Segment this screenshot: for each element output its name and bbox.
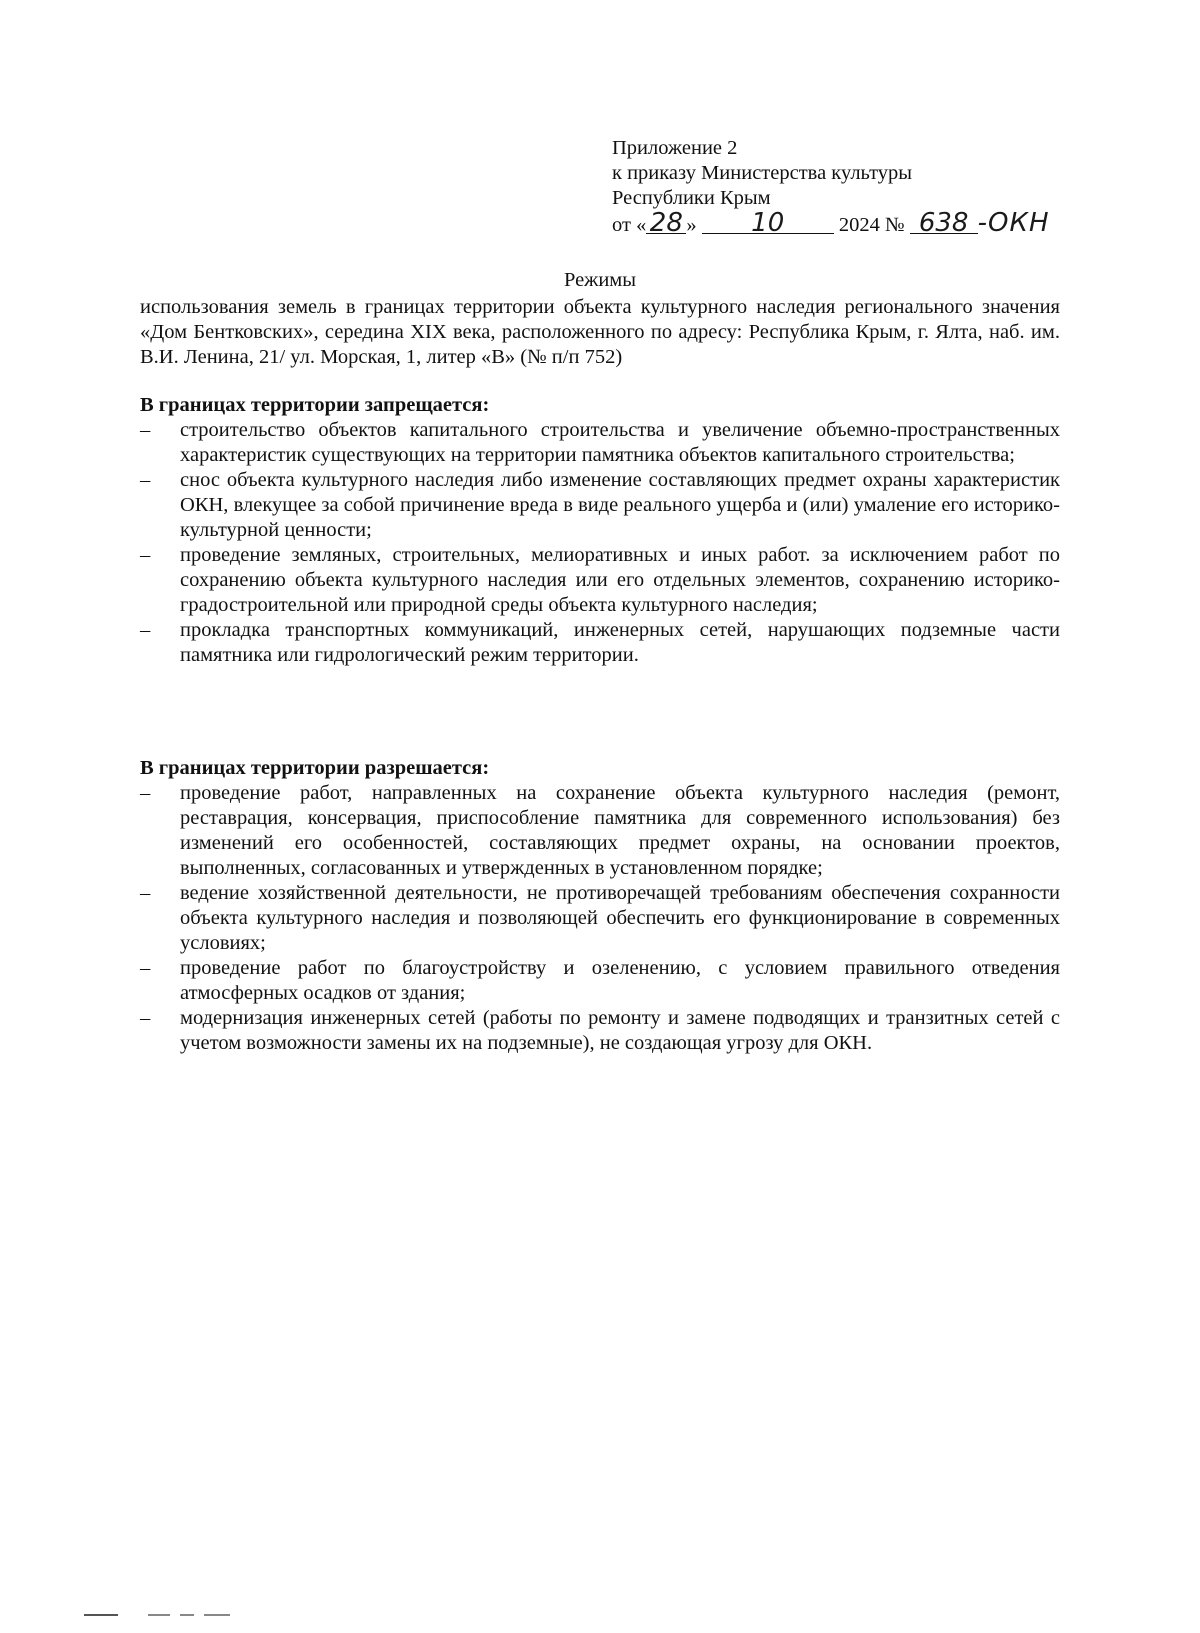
- permitted-item-text: модернизация инженерных сетей (работы по ремонту и замене подводящих и транзитных сетей с учетом возможности замены их на подземные), не создающая угрозу для ОКН.: [180, 1007, 1060, 1054]
- prohibited-heading: В границах территории запрещается:: [140, 394, 490, 416]
- permitted-section: [140, 756, 1060, 1056]
- footer-scan-marks: [84, 1612, 254, 1618]
- permitted-heading: В границах территории разрешается:: [140, 757, 490, 779]
- prohibited-section: [140, 393, 1060, 668]
- prohibited-item-text: прокладка транспортных коммуникаций, инженерных сетей, нарушающих подземные части памятника или гидрологический режим территории.: [180, 619, 1060, 666]
- handwritten-month: 10: [702, 213, 834, 234]
- dash-bullet: –: [140, 544, 151, 566]
- date-year: 2024 №: [838, 214, 905, 236]
- permitted-item: [140, 956, 1060, 1006]
- prohibited-item: [140, 418, 1060, 468]
- ministry-region: Республики Крым: [612, 187, 771, 209]
- permitted-item-text: проведение работ по благоустройству и озеленению, с условием правильного отведения атмосферных осадков от здания;: [180, 957, 1060, 1004]
- permitted-item: [140, 1006, 1060, 1056]
- dash-bullet: –: [140, 882, 151, 904]
- prohibited-item-text: строительство объектов капитального строительства и увеличение объемно-пространственных характеристик существующих на территории памятника объектов капитального строительства;: [180, 419, 1060, 466]
- document-title: Режимы: [563, 269, 637, 291]
- dash-bullet: –: [140, 469, 151, 491]
- dash-bullet: –: [140, 782, 151, 804]
- appendix-header: [612, 136, 1092, 238]
- prohibited-item: [140, 468, 1060, 543]
- order-reference: к приказу Министерства культуры: [612, 162, 913, 184]
- permitted-item-text: ведение хозяйственной деятельности, не противоречащей требованиям обеспечения сохранности объекта культурного наследия и позволяющей обеспечить его функционирование в современных условиях;: [180, 882, 1060, 954]
- appendix-label: Приложение 2: [612, 137, 738, 159]
- handwritten-order-suffix: -ОКН: [977, 208, 1050, 238]
- order-date-line: [612, 208, 1092, 238]
- permitted-item-text: проведение работ, направленных на сохранение объекта культурного наследия (ремонт, реставрация, консервация, приспособление памятника для современного использования) без изменений его особенностей, составляющих предмет охраны, на основании проектов, выполненных, согласованных и утвержденных в установленном порядке;: [180, 782, 1060, 879]
- dash-bullet: –: [140, 1007, 151, 1029]
- permitted-item: [140, 781, 1060, 881]
- prohibited-item: [140, 618, 1060, 668]
- dash-bullet: –: [140, 957, 151, 979]
- prohibited-item-text: проведение земляных, строительных, мелиоративных и иных работ. за исключением работ по сохранению объекта культурного наследия или его отдельных элементов, сохранению историко-градостроительной или природной среды объекта культурного наследия;: [180, 544, 1060, 616]
- prohibited-item: [140, 543, 1060, 618]
- prohibited-item-text: снос объекта культурного наследия либо изменение составляющих предмет охраны характеристик ОКН, влекущее за собой причинение вреда в виде реального ущерба и (или) умаление его историко-культурной ценности;: [180, 469, 1060, 541]
- dash-bullet: –: [140, 619, 151, 641]
- dash-bullet: –: [140, 419, 151, 441]
- permitted-item: [140, 881, 1060, 956]
- document-subtitle: использования земель в границах территории объекта культурного наследия регионального значения «Дом Бентковских», середина XIX века, расположенного по адресу: Республика Крым, г. Ялта, наб. им. В.И. Ленина, 21/ ул. Морская, 1, литер «В» (№ п/п 752): [140, 296, 1060, 368]
- date-prefix: от «: [612, 214, 647, 236]
- date-mid: »: [686, 214, 697, 236]
- handwritten-order-number: 638: [910, 213, 978, 234]
- handwritten-day: 28: [646, 213, 686, 234]
